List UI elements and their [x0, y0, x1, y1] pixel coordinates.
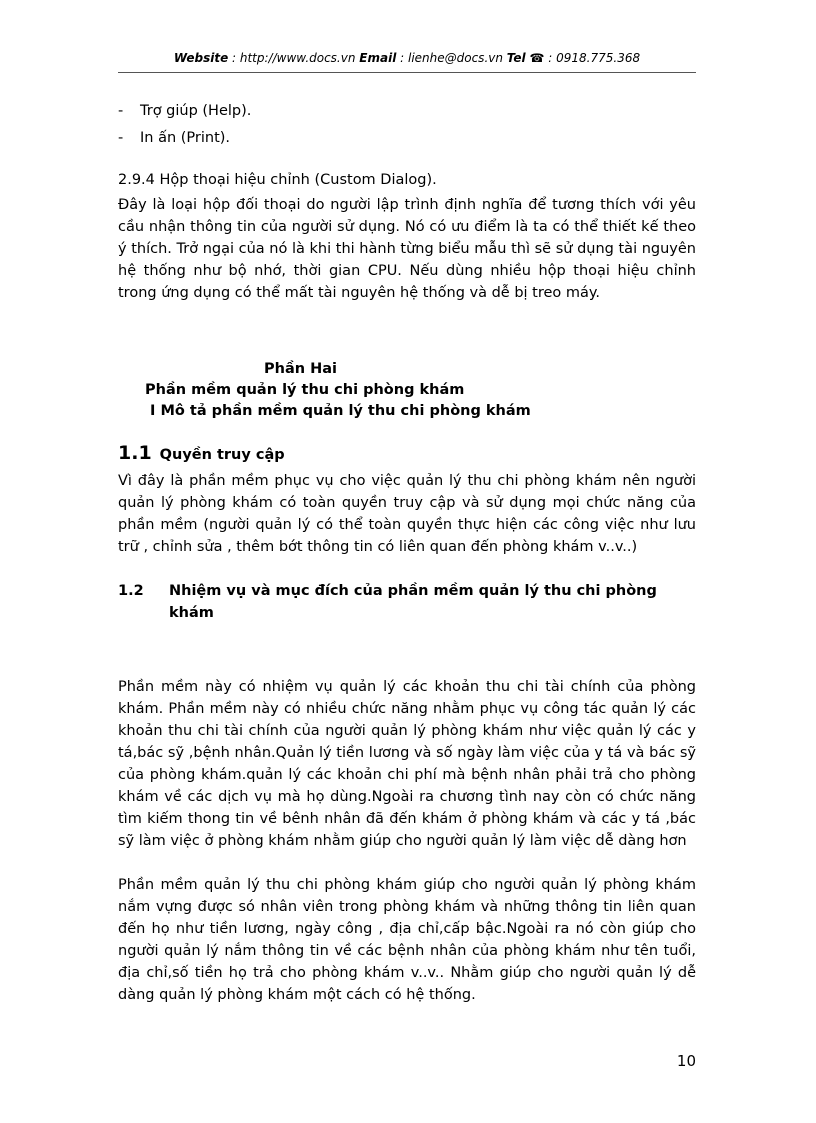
section-title: Quyền truy cập: [159, 447, 285, 463]
section-294-title: 2.9.4 Hộp thoại hiệu chỉnh (Custom Dialog).: [118, 172, 437, 188]
list-item: [118, 100, 696, 122]
spacer: [118, 624, 696, 676]
section-12-heading: [118, 580, 696, 624]
chapter-title: I Mô tả phần mềm quản lý thu chi phòng khám: [150, 403, 531, 419]
section-12-body-2: Phần mềm quản lý thu chi phòng khám giúp cho người quản lý phòng khám nắm vựng được só nhân viên trong phòng khám và những thông tin liên quan đến họ như tiền lương, ngày công , địa chỉ,cấp bậc.Ngoài ra nó còn giúp cho người quản lý nắm thông tin về các bệnh nhân của phòng khám như tên tuổi, địa chỉ,số tiền họ trả cho phòng khám v..v.. Nhằm giúp cho người quản lý dễ dàng quản lý phòng khám một cách có hệ thống.: [118, 877, 696, 1003]
section-number: 1.2: [118, 583, 144, 599]
section-11-body: Vì đây là phần mềm phục vụ cho việc quản lý thu chi phòng khám nên người quản lý phòng khám có toàn quyền truy cập và sử dụng mọi chức năng của phần mềm (người quản lý có thể toàn quyền thực hiện các công việc như lưu trữ , chỉnh sửa , thêm bớt thông tin có liên quan đến phòng khám v..v..): [118, 473, 696, 555]
tel-number: : 0918.775.368: [544, 51, 641, 65]
part-subtitle: Phần mềm quản lý thu chi phòng khám: [145, 382, 465, 398]
page-header: [118, 51, 696, 65]
bullet-dash: -: [118, 103, 124, 119]
page-content: [118, 100, 696, 1006]
section-11-heading: [118, 442, 696, 466]
header-divider: [118, 72, 696, 73]
list-item-text: Trợ giúp (Help).: [140, 103, 252, 119]
section-12-body-1: Phần mềm này có nhiệm vụ quản lý các khoản thu chi tài chính của phòng khám. Phần mềm này có nhiều chức năng nhằm phục vụ công tác quản lý các khoản thu chi tài chính của người quản lý phòng khám như việc quản lý các y tá,bác sỹ ,bệnh nhân.Quản lý tiền lương và số ngày làm việc của y tá và bác sỹ của phòng khám.quản lý các khoản chi phí mà bệnh nhân phải trả cho phòng khám về các dịch vụ mà họ dùng.Ngoài ra chương tình nay còn có chức năng tìm kiếm thong tin về bênh nhân đã đến khám ở phòng khám và các y tá ,bác sỹ làm việc ở phòng khám nhằm giúp cho người quản lý làm việc dễ dàng hơn: [118, 679, 696, 849]
section-title: Nhiệm vụ và mục đích của phần mềm quản lý thu chi phòng khám: [169, 583, 657, 621]
website-url[interactable]: : http://www.docs.vn: [228, 51, 360, 65]
email-address[interactable]: : lienhe@docs.vn: [396, 51, 507, 65]
part-title: Phần Hai: [264, 361, 337, 377]
list-item-text: In ấn (Print).: [140, 130, 231, 146]
list-item: [118, 127, 696, 149]
section-294-body: Đây là loại hộp đối thoại do người lập trình định nghĩa để tương thích với yêu cầu nhận thông tin của người sử dụng. Nó có ưu điểm là ta có thể thiết kế theo ý thích. Trở ngại của nó là khi thi hành từng biểu mẫu thì sẽ sử dụng tài nguyên hệ thống như bộ nhớ, thời gian CPU. Nếu dùng nhiều hộp thoại hiệu chỉnh trong ứng dụng có thể mất tài nguyên hệ thống và dễ bị treo máy.: [118, 197, 696, 301]
spacer: [118, 852, 696, 874]
section-number: 1.1: [118, 442, 152, 464]
page-number: 10: [676, 1052, 696, 1070]
website-label: Website: [173, 51, 229, 65]
email-label: Email: [359, 51, 397, 65]
tel-label: Tel: [506, 51, 526, 65]
bullet-dash: -: [118, 130, 124, 146]
phone-icon: ☎: [529, 51, 545, 65]
